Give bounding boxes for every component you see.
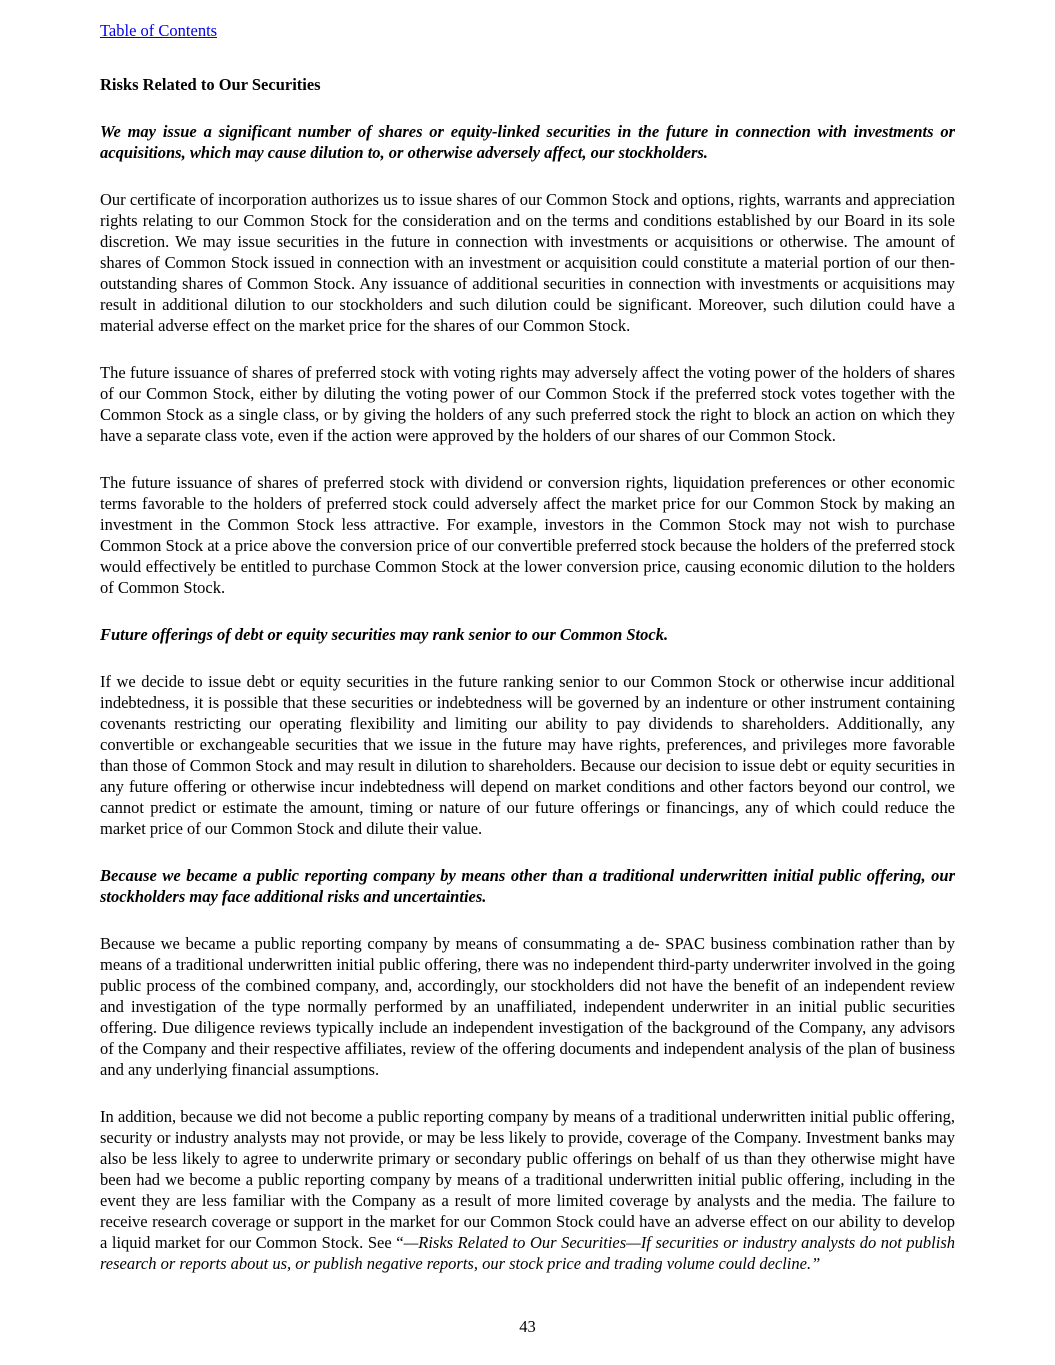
paragraph-analyst-coverage — [100, 1106, 955, 1274]
paragraph-de-spac-no-underwriter: Because we became a public reporting company by means of consummating a de- SPAC business combination rather than by means of a traditional underwritten initial public offering, there was no independent third-party underwriter involved in the going public process of the combined company, and, accordingly, our stockholders did not have the benefit of an independent review and investigation of the type normally performed by an unaffiliated, independent underwriter in an initial public securities offering. Due diligence reviews typically include an independent investigation of the background of the Company, any advisors of the Company and their respective affiliates, review of the offering documents and independent analysis of the plan of business and any underlying financial assumptions. — [100, 934, 955, 1079]
risk-heading-share-issuance-dilution: We may issue a significant number of shares or equity-linked securities in the future in connection with investments or acquisitions, which may cause dilution to, or otherwise adversely affect, our stockholders. — [100, 122, 955, 162]
paragraph-share-issuance-1: Our certificate of incorporation authorizes us to issue shares of our Common Stock and options, rights, warrants and appreciation rights relating to our Common Stock for the consideration and on the terms and conditions established by our Board in its sole discretion. We may issue securities in the future in connection with investments or acquisitions or otherwise. The amount of shares of Common Stock issued in connection with an investment or acquisition could constitute a material portion of our then-outstanding shares of Common Stock. Any issuance of additional securities in connection with investments or acquisitions may result in additional dilution to our stockholders and such dilution could be significant. Moreover, such dilution could have a material adverse effect on the market price for the shares of our Common Stock. — [100, 190, 955, 335]
paragraph-preferred-stock-voting: The future issuance of shares of preferred stock with voting rights may adversely affect the voting power of the holders of shares of our Common Stock, either by diluting the voting power of our Common Stock if the preferred stock votes together with the Common Stock as a single class, or by giving the holders of any such preferred stock the right to block an action on which they have a separate class vote, even if the action were approved by the holders of our shares of our Common Stock. — [100, 363, 955, 445]
paragraph-debt-equity-senior: If we decide to issue debt or equity securities in the future ranking senior to our Common Stock or otherwise incur additional indebtedness, it is possible that these securities or indebtedness will be governed by an indenture or other instrument containing covenants restricting our operating flexibility and limiting our ability to pay dividends to shareholders. Additionally, any convertible or exchangeable securities that we issue in the future may have rights, preferences, and privileges more favorable than those of Common Stock and may result in dilution to shareholders. Because our decision to issue debt or equity securities in any future offering or otherwise incur indebtedness will depend on market conditions and other factors beyond our control, we cannot predict or estimate the amount, timing or nature of our future offerings or financings, any of which could reduce the market price of our Common Stock and dilute their value. — [100, 672, 955, 838]
section-heading: Risks Related to Our Securities — [100, 75, 321, 94]
table-of-contents-link[interactable]: Table of Contents — [100, 21, 218, 40]
page-number: 43 — [519, 1317, 536, 1336]
table-of-contents-row — [100, 20, 955, 41]
risk-heading-future-offerings-senior: Future offerings of debt or equity securities may rank senior to our Common Stock. — [100, 625, 669, 644]
paragraph-analyst-coverage-normal-text: In addition, because we did not become a public reporting company by means of a traditional underwritten initial public offering, security or industry analysts may not provide, or may be less likely to provide, coverage of the Company. Investment banks may also be less likely to agree to underwrite primary or secondary public offerings on behalf of us than they otherwise might have been had we become a public reporting company by means of a traditional underwritten initial public offering, including in the event they are less familiar with the Company as a result of more limited coverage by analysts and the media. The failure to receive research coverage or support in the market for our Common Stock could have an adverse effect on our ability to develop a liquid market for our Common Stock. See “ — [100, 1107, 955, 1252]
risk-heading-non-traditional-ipo: Because we became a public reporting company by means other than a traditional underwritten initial public offering, our stockholders may face additional risks and uncertainties. — [100, 866, 955, 906]
paragraph-preferred-stock-dividend: The future issuance of shares of preferred stock with dividend or conversion rights, liquidation preferences or other economic terms favorable to the holders of preferred stock could adversely affect the market price for our Common Stock by making an investment in the Common Stock less attractive. For example, investors in the Common Stock may not wish to purchase Common Stock at a price above the conversion price of our convertible preferred stock because the holders of the preferred stock would effectively be entitled to purchase Common Stock at the lower conversion price, causing economic dilution to the holders of Common Stock. — [100, 473, 955, 597]
paragraph-analyst-coverage-italic-citation: —Risks Related to Our Securities—If securities or industry analysts do not publish research or reports about us, or publish negative reports, our stock price and trading volume could decline.” — [100, 1233, 955, 1273]
